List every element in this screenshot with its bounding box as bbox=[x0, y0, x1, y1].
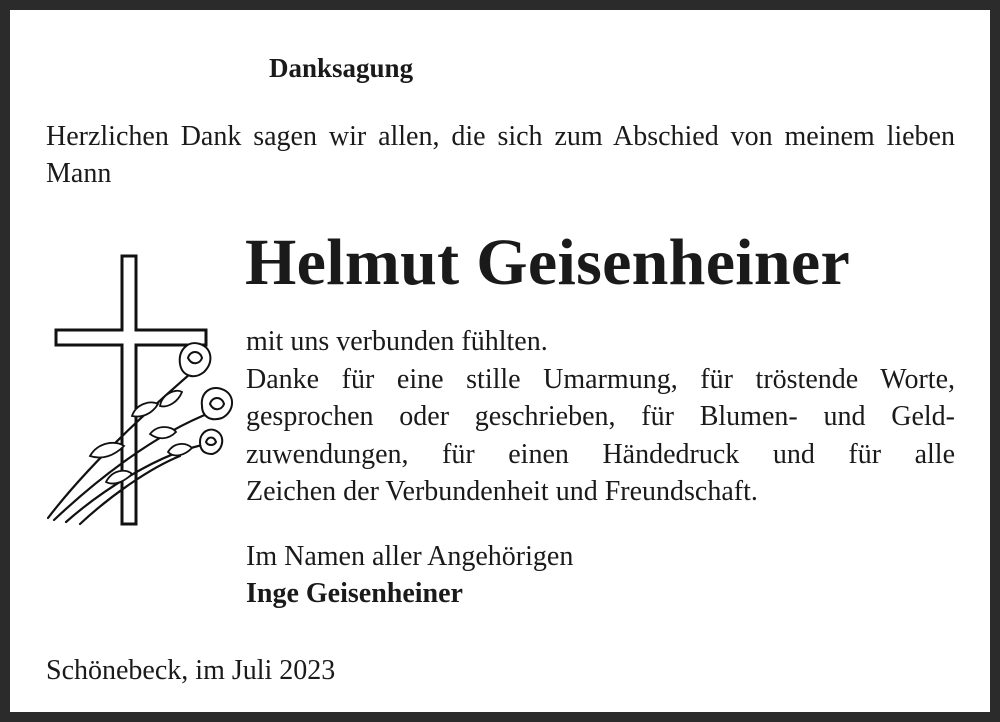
deceased-name: Helmut Geisenheiner bbox=[245, 226, 851, 299]
body-line: zuwendungen, für einen Händedruck und für alle bbox=[246, 438, 955, 470]
body-line: gesprochen oder geschrieben, für Blumen- und Geld- bbox=[246, 401, 955, 432]
notice-title: Danksagung bbox=[269, 53, 414, 83]
body-line: Danke für eine stille Umarmung, für tröstende Worte, bbox=[246, 363, 955, 395]
notice-card bbox=[10, 10, 990, 712]
body-line: mit uns verbunden fühlten. bbox=[246, 326, 548, 357]
body-line: Zeichen der Verbundenheit und Freundschaft. bbox=[246, 476, 758, 507]
signature-name: Inge Geisenheiner bbox=[246, 578, 463, 609]
intro-text: Herzlichen Dank sagen wir allen, die sich zum Abschied von meinem lieben Mann bbox=[46, 121, 955, 189]
signature-intro: Im Namen aller Angehörigen bbox=[246, 541, 574, 572]
place-date: Schönebeck, im Juli 2023 bbox=[46, 655, 336, 686]
cross-with-roses-icon bbox=[40, 246, 240, 526]
body-text bbox=[246, 323, 955, 511]
